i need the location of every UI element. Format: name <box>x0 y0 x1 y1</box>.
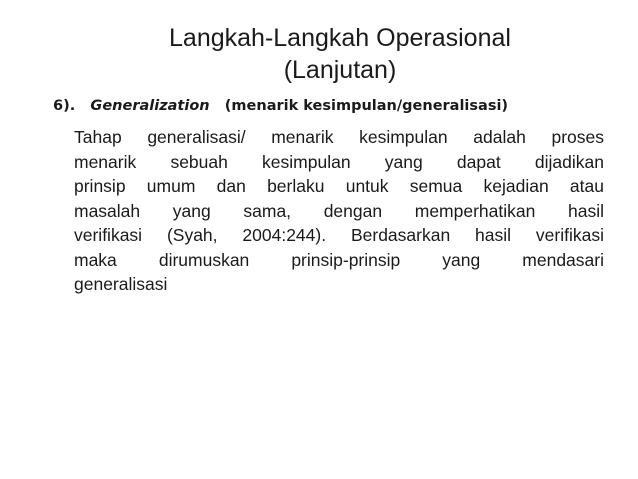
step-description <box>74 125 604 297</box>
description-line: verifikasi (Syah, 2004:244). Berdasarkan hasil verifikasi <box>74 225 604 245</box>
description-line: prinsip umum dan berlaku untuk semua kejadian atau <box>74 176 604 196</box>
slide-title-line-2: (Lanjutan) <box>283 56 397 84</box>
slide-title <box>0 22 638 86</box>
description-line: maka dirumuskan prinsip-prinsip yang mendasari <box>74 249 604 270</box>
description-line: Tahap generalisasi/ menarik kesimpulan adalah proses <box>74 127 604 147</box>
step-number: 6). <box>53 98 76 114</box>
step-term: Generalization <box>90 98 210 114</box>
description-line: masalah yang sama, dengan memperhatikan hasil <box>74 200 604 221</box>
description-line: menarik sebuah kesimpulan yang dapat dijadikan <box>74 151 604 172</box>
step-heading <box>53 96 508 116</box>
step-gloss: (menarik kesimpulan/generalisasi) <box>224 98 509 114</box>
description-line: generalisasi <box>74 274 168 294</box>
slide-title-line-1: Langkah-Langkah Operasional <box>169 24 511 52</box>
